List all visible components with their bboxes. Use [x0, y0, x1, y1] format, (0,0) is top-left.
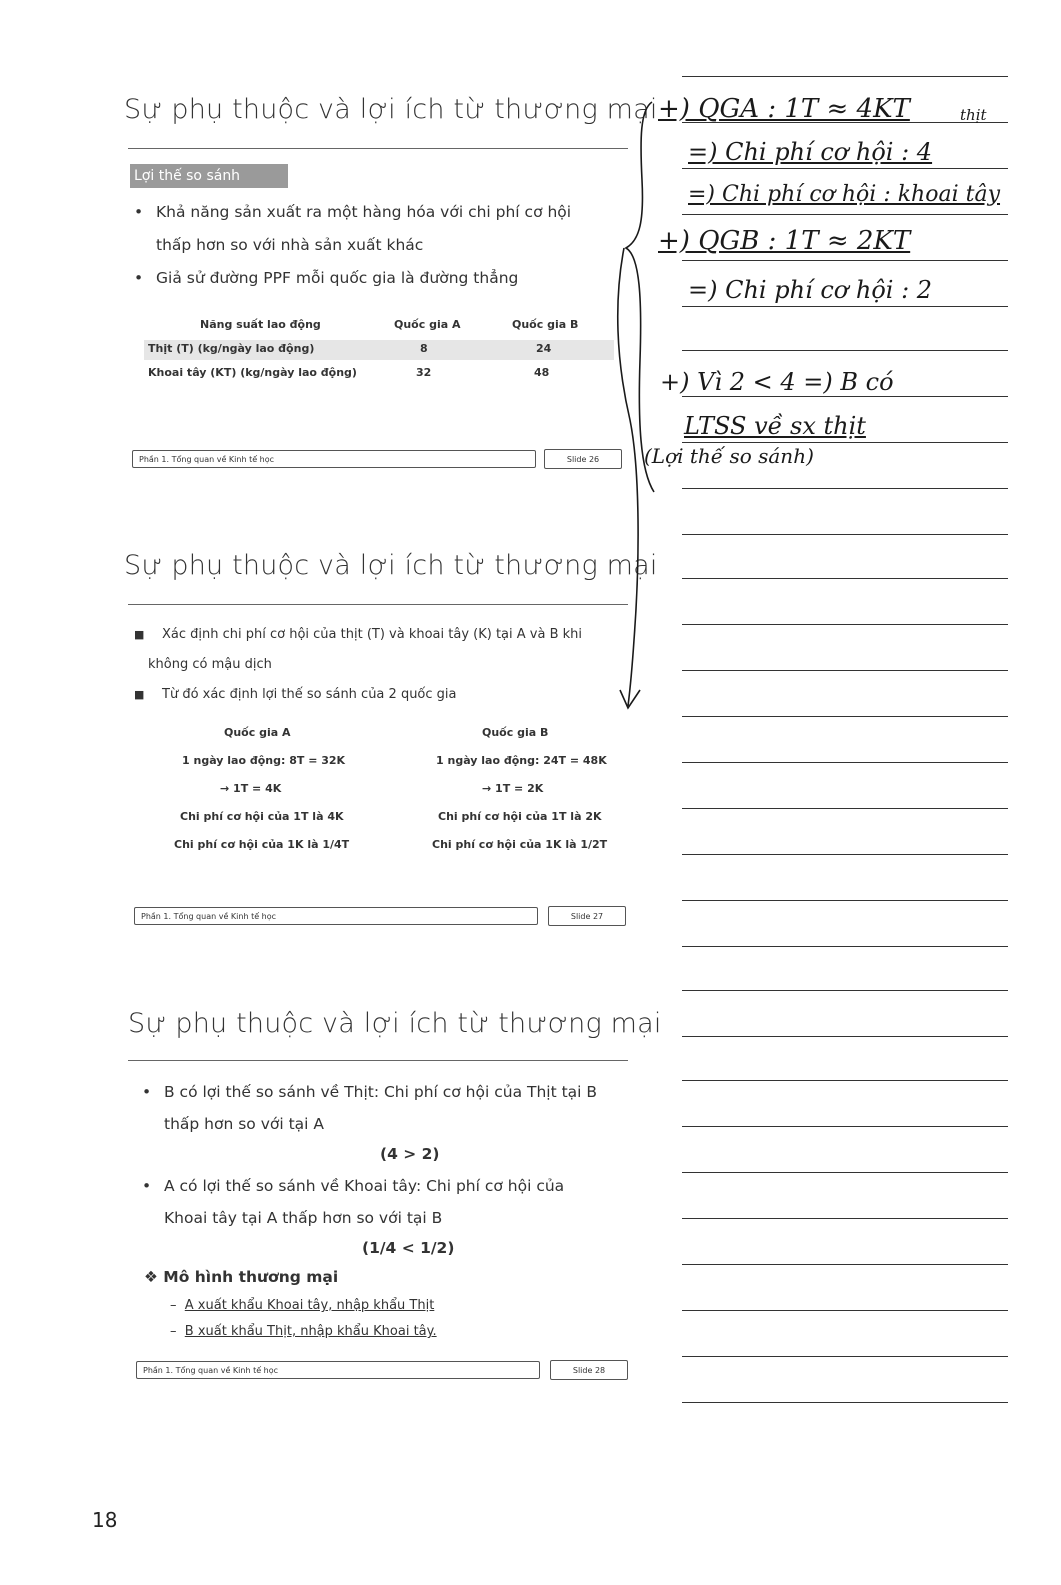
bullet-item: • Giả sử đường PPF mỗi quốc gia là đường thẳng	[156, 262, 518, 295]
title-divider	[128, 604, 628, 605]
title-divider	[128, 148, 628, 149]
bullet-item: • A có lợi thế so sánh về Khoai tây: Chi phí cơ hội của	[164, 1170, 564, 1203]
table-header: Quốc gia A	[394, 318, 461, 331]
page-number: 18	[92, 1508, 118, 1532]
model-heading: ❖ Mô hình thương mại	[144, 1268, 339, 1286]
bullet-item: • Khả năng sản xuất ra một hàng hóa với chi phí cơ hội	[156, 196, 571, 229]
note-line: =) Chi phí cơ hội : 2	[688, 276, 933, 304]
dash-icon: –	[170, 1324, 185, 1339]
slide-26	[118, 80, 658, 480]
slide-number: Slide 28	[550, 1360, 628, 1380]
slide-title: Sự phụ thuộc và lợi ích từ thương mại	[124, 94, 658, 125]
table-header: Năng suất lao động	[200, 318, 321, 331]
bullet-icon: •	[134, 203, 144, 221]
note-line: +) QGB : 1T ≈ 2KT	[658, 226, 911, 256]
slide-title: Sự phụ thuộc và lợi ích từ thương mại	[128, 1008, 662, 1039]
bullet-continuation: thấp hơn so với tại A	[164, 1115, 325, 1133]
note-line: +) QGA : 1T ≈ 4KT	[658, 94, 910, 124]
dash-icon: –	[170, 1298, 185, 1313]
slide-footer: Phần 1. Tổng quan về Kinh tế học	[136, 1361, 540, 1379]
bullet-item: • B có lợi thế so sánh về Thịt: Chi phí cơ hội của Thịt tại B	[164, 1076, 597, 1109]
slide-number: Slide 27	[548, 906, 626, 926]
slide-footer: Phần 1. Tổng quan về Kinh tế học	[132, 450, 536, 468]
slide-footer: Phần 1. Tổng quan về Kinh tế học	[134, 907, 538, 925]
square-bullet-icon: ■	[134, 628, 145, 641]
bullet-item: ■ Từ đó xác định lợi thế so sánh của 2 quốc gia	[162, 680, 457, 710]
table-row: Khoai tây (KT) (kg/ngày lao động) 32 48	[148, 366, 550, 379]
bullet-item: ■ Xác định chi phí cơ hội của thịt (T) và khoai tây (K) tại A và B khi	[162, 620, 582, 650]
note-line: +) Vì 2 < 4 =) B có	[660, 368, 894, 396]
note-line: LTSS về sx thịt	[684, 412, 866, 440]
slide-28	[118, 1000, 662, 1390]
bullet-icon: •	[142, 1083, 152, 1101]
tag-label	[130, 164, 288, 188]
comparison-value: (4 > 2)	[380, 1145, 440, 1163]
table-header-row	[144, 316, 614, 336]
note-line: =) Chi phí cơ hội : khoai tây	[688, 182, 1001, 207]
table-header: Quốc gia B	[512, 318, 579, 331]
bullet-continuation: Khoai tây tại A thấp hơn so với tại B	[164, 1209, 443, 1227]
slide-27: Sự phụ thuộc và lợi ích từ thương mại ■ Xác định chi phí cơ hội của thịt (T) và khoai tây (K) tại A và B khi không có mậu dịch ■ Từ đó xác định lợi thế so sánh của 2 quốc gia Quốc gia A 1 ngày lao động: 8T = 32K → 1T = 4K Chi phí cơ hội của 1T là 4K Chi phí cơ hội của 1K là 1/4T Quốc gia B 1 ngày lao động: 24T = 48K → 1T = 2K Chi phí cơ hội của 1T là 2K Chi phí cơ hội của 1K là 1/2T Phần 1. Tổng quan về Kinh tế học Slide 27	[118, 540, 630, 940]
tag-text: Lợi thế so sánh	[134, 168, 241, 184]
square-bullet-icon: ■	[134, 688, 145, 701]
note-line: (Lợi thế so sánh)	[644, 444, 814, 468]
comparison-value: (1/4 < 1/2)	[362, 1239, 455, 1257]
note-line: =) Chi phí cơ hội : 4	[688, 138, 933, 166]
slide-title: Sự phụ thuộc và lợi ích từ thương mại	[124, 550, 658, 581]
bullet-icon: •	[134, 269, 144, 287]
table-row: Thịt (T) (kg/ngày lao động) 8 24	[144, 340, 614, 360]
bullet-continuation: thấp hơn so với nhà sản xuất khác	[156, 236, 424, 254]
title-divider	[128, 1060, 628, 1061]
slide-number: Slide 26	[544, 449, 622, 469]
note-line: thịt	[960, 106, 987, 124]
diamond-bullet-icon: ❖	[144, 1268, 164, 1286]
bullet-icon: •	[142, 1177, 152, 1195]
model-item: – B xuất khẩu Thịt, nhập khẩu Khoai tây.	[170, 1324, 437, 1339]
model-item: – A xuất khẩu Khoai tây, nhập khẩu Thịt	[170, 1298, 435, 1313]
bullet-continuation: không có mậu dịch	[148, 657, 272, 672]
